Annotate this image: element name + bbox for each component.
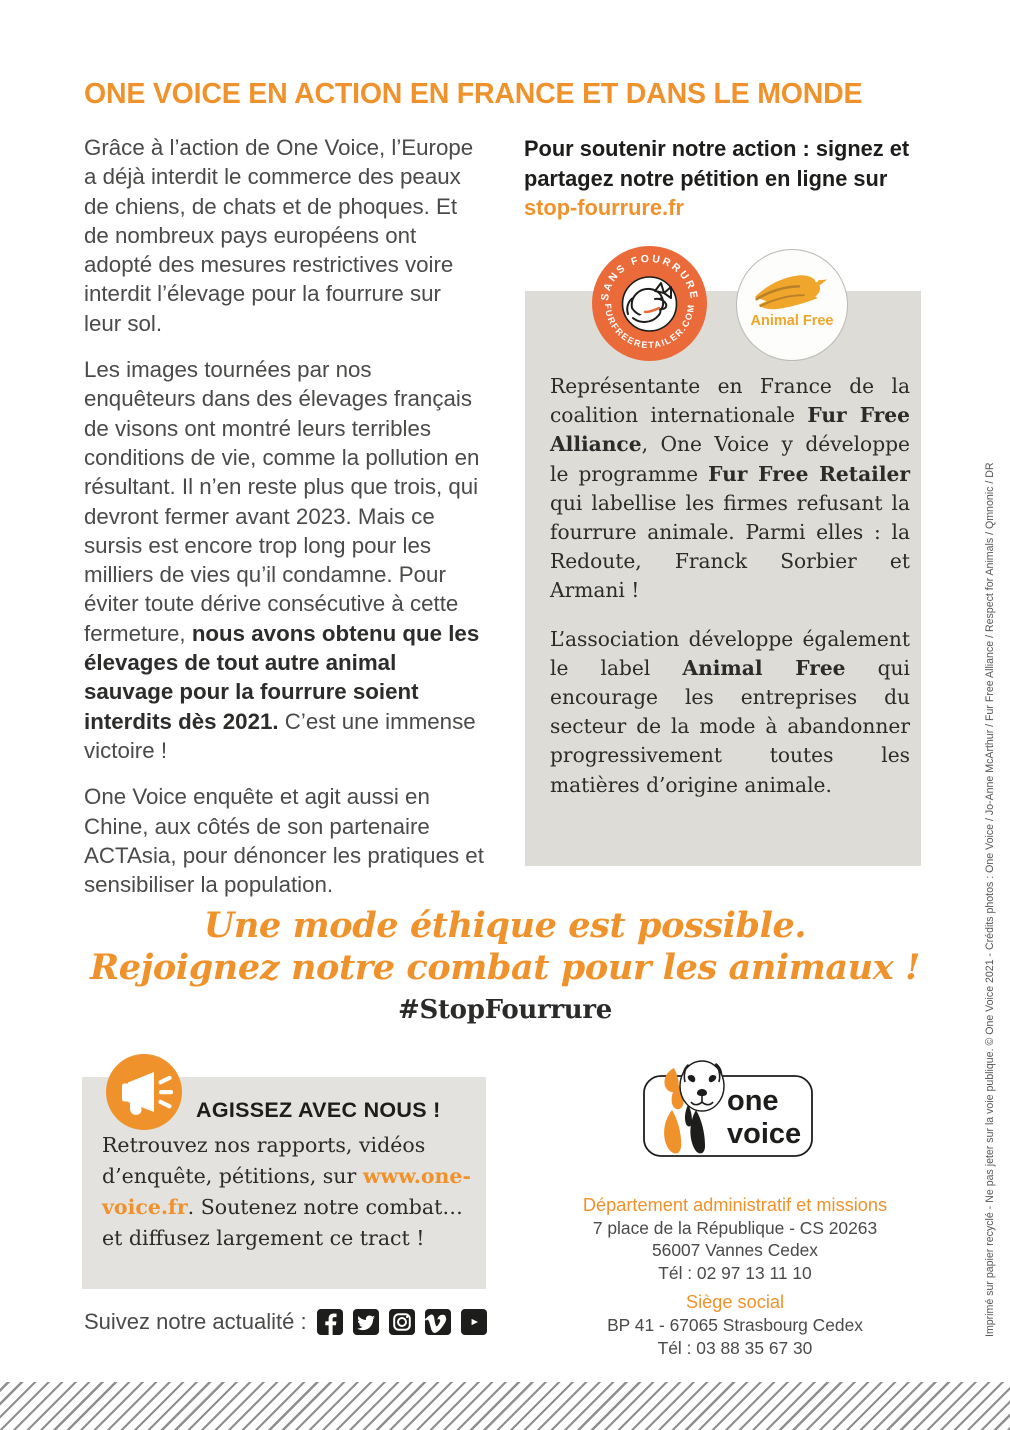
gray-p1-bold-alliance: Fur Free Alliance <box>550 403 910 457</box>
left-p2-bold: nous avons obtenu que les élevages de tout autre animal sauvage pour la fourrure soient interdits dès 2021. <box>84 620 480 734</box>
act-text-lead: Retrouvez nos rapports, vidéos d’enquête, pétitions, sur <box>102 1133 426 1188</box>
slogan-line-1: Une mode éthique est possible. <box>203 905 807 946</box>
follow-us-label: Suivez notre actualité : <box>84 1309 307 1334</box>
address-spacer <box>520 1284 950 1291</box>
instagram-icon[interactable] <box>389 1309 415 1335</box>
gray-p1-c: qui labellise les firmes refusant la fourrure animale. Parmi elles : la Redoute, Franck Sorbier et Armani ! <box>550 490 910 603</box>
gray-p2-a: L’association développe également le label <box>550 626 910 680</box>
left-paragraph-2 <box>84 355 484 765</box>
animal-free-bird-icon <box>737 250 847 360</box>
youtube-icon[interactable] <box>461 1309 487 1335</box>
gray-p2-c: qui encourage les entreprises du secteur de la mode à abandonner progressivement toutes les matières d’origine animale. <box>550 655 910 797</box>
slogan-line-2: Rejoignez notre combat pour les animaux ! <box>90 947 920 988</box>
hq-phone: Tél : 03 88 35 67 30 <box>657 1337 813 1358</box>
hq-address-line-1: BP 41 - 67065 Strasbourg Cedex <box>607 1314 863 1335</box>
contact-address <box>520 1194 950 1359</box>
dept-heading: Département administratif et missions <box>582 1195 888 1215</box>
follow-us-row <box>84 1309 487 1335</box>
photo-credits: Imprimé sur papier recyclé - Ne pas jeter sur la voie publique. © One Voice 2021 - Crédits photos : One Voice / Jo-Anne McArthur / Fur Free Alliance / Respect for Animals / Qmnonic / DR <box>984 462 996 1337</box>
one-voice-website-link[interactable]: www.one-voice.fr <box>102 1164 471 1219</box>
svg-text:FURFREERETAILER.COM: FURFREERETAILER.COM <box>602 302 697 351</box>
gray-p1-b: , One Voice y développe le programme <box>550 432 910 486</box>
dept-phone: Tél : 02 97 13 11 10 <box>658 1262 812 1283</box>
gray-paragraph-2 <box>550 625 910 800</box>
gray-paragraph-1 <box>550 372 910 606</box>
page-title: ONE VOICE EN ACTION EN FRANCE ET DANS LE MONDE <box>84 78 863 110</box>
hashtag: #StopFourrure <box>397 995 612 1025</box>
left-p2-tail: C’est une immense victoire ! <box>84 708 476 763</box>
left-p2-lead: Les images tournées par nos enquêteurs dans des élevages français de visons ont montré leurs terribles conditions de vie, comme la pollution en résultant. Il n’en reste plus que trois, qui devront fermer avant 2023. Mais ce sursis est encore trop long pour les milliers de vies qu’il condamne. Pour éviter toute dérive consécutive à cette fermeture, <box>84 357 480 646</box>
one-voice-logo-art <box>626 1048 826 1164</box>
logo-word-one: one <box>727 1085 779 1117</box>
dept-address-line-2: 56007 Vannes Cedex <box>652 1240 818 1261</box>
facebook-icon[interactable] <box>317 1309 343 1335</box>
fur-free-info-text <box>550 372 910 819</box>
left-text-column <box>84 133 484 916</box>
petition-callout-text: Pour soutenir notre action : signez et partagez notre pétition en ligne sur <box>524 136 910 191</box>
gray-p1-bold-retailer: Fur Free Retailer <box>708 461 910 486</box>
hq-heading: Siège social <box>685 1292 785 1313</box>
act-with-us-title: AGISSEZ AVEC NOUS ! <box>196 1098 441 1122</box>
dept-address-line-1: 7 place de la République - CS 20263 <box>592 1217 878 1238</box>
act-with-us-text <box>102 1130 474 1254</box>
gray-p1-a: Représentante en France de la coalition internationale <box>550 374 910 428</box>
bottom-hatch-pattern <box>0 1382 1010 1430</box>
petition-callout <box>524 134 944 223</box>
one-voice-logo <box>626 1048 826 1164</box>
megaphone-icon <box>106 1054 182 1130</box>
act-text-tail: . Soutenez notre combat… et diffusez largement ce tract ! <box>102 1195 463 1250</box>
megaphone-icon-art <box>106 1054 182 1130</box>
slogan <box>0 905 1010 989</box>
left-paragraph-1: Grâce à l’action de One Voice, l’Europe a déjà interdit le commerce des peaux de chiens, de chats et de phoques. Et de nombreux pays européens ont adopté des mesures restrictives voire interdit l’élevage pour la fourrure sur leur sol. <box>84 135 474 336</box>
animal-free-badge <box>736 249 848 361</box>
fur-free-retailer-badge-art <box>592 246 707 361</box>
fur-free-retailer-badge <box>592 246 707 361</box>
vimeo-icon[interactable] <box>425 1309 451 1335</box>
logo-word-voice: voice <box>727 1118 802 1150</box>
petition-url-link[interactable]: stop-fourrure.fr <box>524 195 684 221</box>
svg-text:SANS FOURRURE: SANS FOURRURE <box>598 252 701 302</box>
twitter-icon[interactable] <box>353 1309 379 1335</box>
left-paragraph-3: One Voice enquête et agit aussi en Chine, aux côtés de son partenaire ACTAsia, pour dénoncer les pratiques et sensibiliser la population. <box>84 784 484 898</box>
gray-p2-bold-animalfree: Animal Free <box>682 655 846 680</box>
animal-free-badge-label: Animal Free <box>750 313 834 329</box>
